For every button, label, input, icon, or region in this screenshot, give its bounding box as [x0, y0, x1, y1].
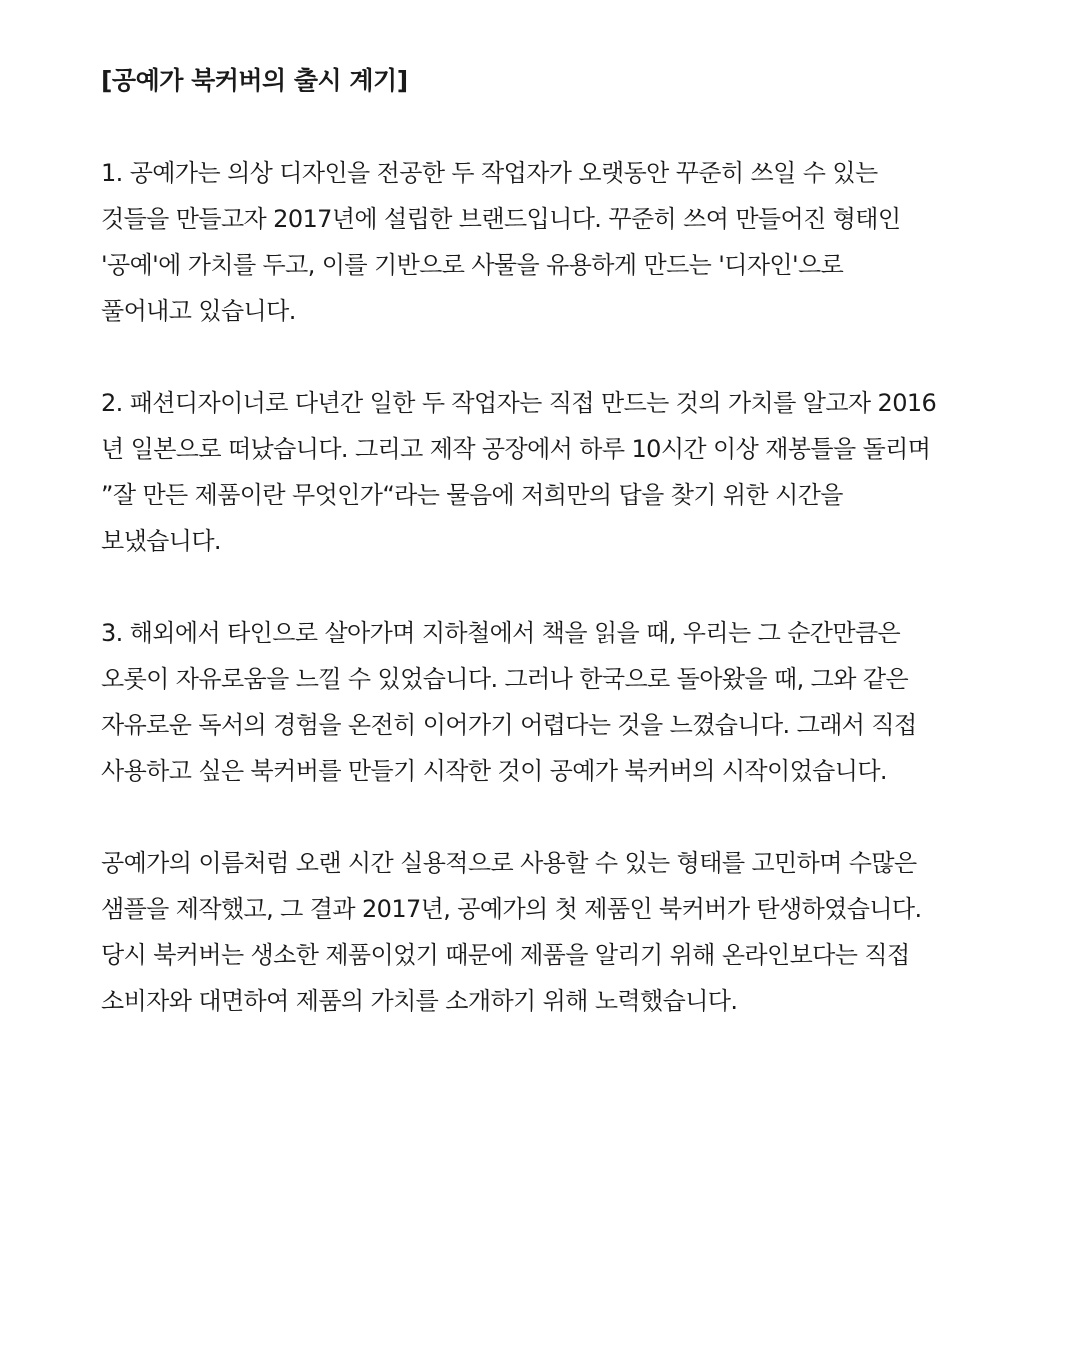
paragraph-line: 년 일본으로 떠났습니다. 그리고 제작 공장에서 하루 10시간 이상 재봉틀을 돌리며: [101, 435, 931, 463]
paragraph-line: ”잘 만든 제품이란 무엇인가“라는 물음에 저희만의 답을 찾기 위한 시간을: [101, 481, 843, 509]
paragraph-3: [101, 610, 1001, 794]
paragraph-line: 오롯이 자유로움을 느낄 수 있었습니다. 그러나 한국으로 돌아왔을 때, 그와 같은: [101, 665, 909, 693]
paragraph-line: 사용하고 싶은 북커버를 만들기 시작한 것이 공예가 북커버의 시작이었습니다.: [101, 757, 887, 785]
paragraph-1: [101, 150, 1001, 334]
paragraph-line: 풀어내고 있습니다.: [101, 297, 296, 325]
paragraph-line: 당시 북커버는 생소한 제품이었기 때문에 제품을 알리기 위해 온라인보다는 직접: [101, 941, 910, 969]
paragraph-line: 보냈습니다.: [101, 527, 221, 555]
paragraph-line: 자유로운 독서의 경험을 온전히 이어가기 어렵다는 것을 느꼈습니다. 그래서 직접: [101, 711, 917, 739]
paragraph-line: 것들을 만들고자 2017년에 설립한 브랜드입니다. 꾸준히 쓰여 만들어진 형태인: [101, 205, 901, 233]
paragraph-line: 소비자와 대면하여 제품의 가치를 소개하기 위해 노력했습니다.: [101, 987, 738, 1015]
paragraph-line: 샘플을 제작했고, 그 결과 2017년, 공예가의 첫 제품인 북커버가 탄생하였습니다.: [101, 895, 922, 923]
paragraph-line: 1. 공예가는 의상 디자인을 전공한 두 작업자가 오랫동안 꾸준히 쓰일 수 있는: [101, 159, 878, 187]
paragraph-line: '공예'에 가치를 두고, 이를 기반으로 사물을 유용하게 만드는 '디자인'으로: [101, 251, 844, 279]
document-body: [101, 58, 1001, 1070]
document-heading: [공예가 북커버의 출시 계기]: [101, 66, 408, 95]
paragraph-4: [101, 840, 1001, 1024]
paragraph-line: 3. 해외에서 타인으로 살아가며 지하철에서 책을 읽을 때, 우리는 그 순간만큼은: [101, 619, 901, 647]
paragraph-line: 공예가의 이름처럼 오랜 시간 실용적으로 사용할 수 있는 형태를 고민하며 수많은: [101, 849, 917, 877]
paragraph-line: 2. 패션디자이너로 다년간 일한 두 작업자는 직접 만드는 것의 가치를 알고자 2016: [101, 389, 937, 417]
paragraph-2: [101, 380, 1001, 564]
